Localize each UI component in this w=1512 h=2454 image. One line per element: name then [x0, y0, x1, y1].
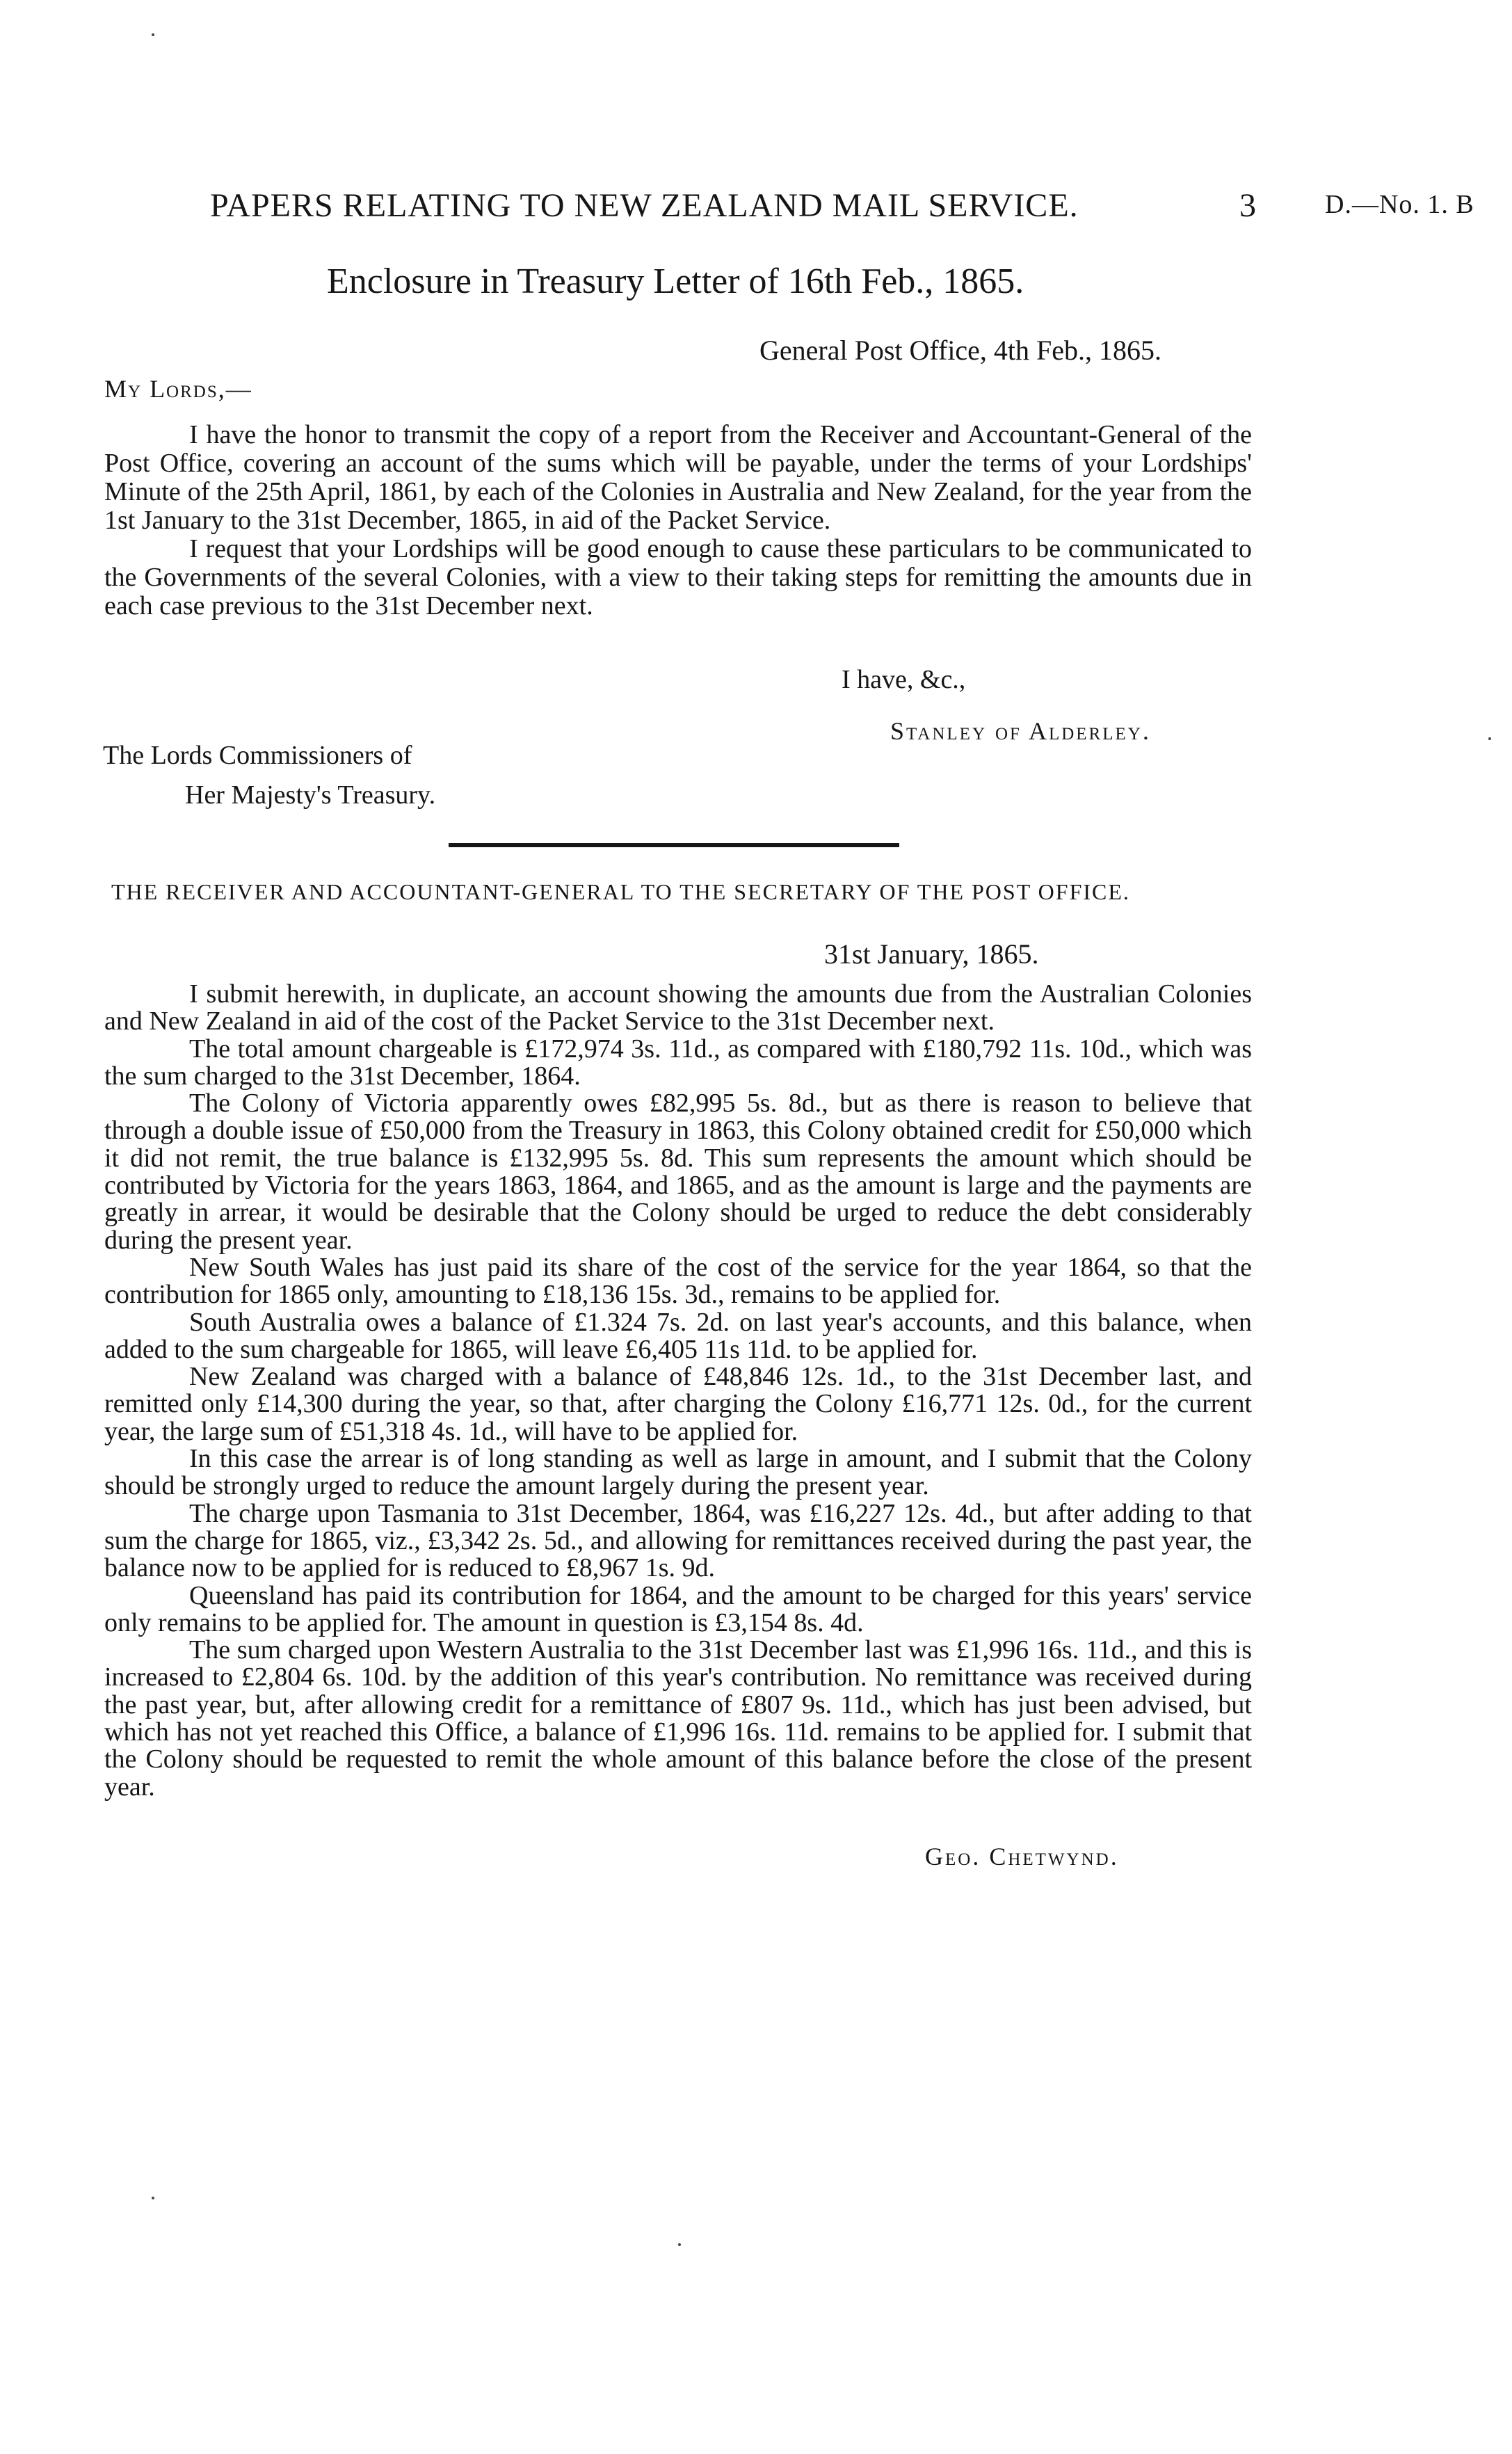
- paper-speck: [152, 33, 154, 36]
- addressee-block: [103, 736, 435, 815]
- paper-speck: [1488, 737, 1491, 740]
- addressee-line: The Lords Commissioners of: [103, 741, 412, 770]
- signature-stanley: Stanley of Alderley.: [890, 717, 1151, 745]
- report-body: [104, 981, 1252, 1801]
- enclosure-dateline: General Post Office, 4th Feb., 1865.: [759, 335, 1162, 366]
- closing-phrase: I have, &c.,: [842, 665, 966, 694]
- report-paragraph: The charge upon Tasmania to 31st December, 1864, was £16,227 12s. 4d., but after adding to that sum the charge for 1865, viz., £3,342 2s. 5d., and allowing for remittances received during the past year, the balance now to be applied for is reduced to £8,967 1s. 9d.: [104, 1498, 1252, 1583]
- document-reference: D.—No. 1. B: [1325, 190, 1474, 219]
- report-paragraph: The total amount chargeable is £172,974 3s. 11d., as compared with £180,792 11s. 10d., which was the sum charged to the 31st December, 1864.: [104, 1034, 1252, 1091]
- report-paragraph: In this case the arrear is of long standing as well as large in amount, and I submit that the Colony should be strongly urged to reduce the amount largely during the present year.: [104, 1444, 1252, 1501]
- report-paragraph: I submit herewith, in duplicate, an account showing the amounts due from the Australian Colonies and New Zealand in aid of the cost of the Packet Service to the 31st December next.: [104, 979, 1252, 1036]
- addressee-line: Her Majesty's Treasury.: [185, 780, 436, 810]
- paper-speck: [678, 2243, 681, 2246]
- enclosure-paragraph: I request that your Lordships will be good enough to cause these particulars to be communicated to the Governments of the several Colonies, with a view to their taking steps for remitting the amounts due in each case previous to the 31st December next.: [104, 534, 1252, 620]
- report-paragraph: Queensland has paid its contribution for 1864, and the amount to be charged for this years' service only remains to be applied for. The amount in question is £3,154 8s. 4d.: [104, 1580, 1252, 1637]
- enclosure-paragraph: I have the honor to transmit the copy of a report from the Receiver and Accountant-General of the Post Office, covering an account of the sums which will be payable, under the terms of your Lordships' Minute of the 25th April, 1861, by each of the Colonies in Australia and New Zealand, for the year from the 1st January to the 31st December, 1865, in aid of the Packet Service.: [104, 420, 1252, 535]
- report-paragraph: South Australia owes a balance of £1.324 7s. 2d. on last year's accounts, and this balance, when added to the sum chargeable for 1865, will leave £6,405 11s 11d. to be applied for.: [104, 1307, 1252, 1364]
- report-paragraph: New South Wales has just paid its share of the cost of the service for the year 1864, so that the contribution for 1865 only, amounting to £18,136 15s. 3d., remains to be applied for.: [104, 1252, 1252, 1310]
- report-paragraph: The sum charged upon Western Australia to the 31st December last was £1,996 16s. 11d., and this is increased to £2,804 6s. 10d. by the addition of this year's contribution. No remittance was received during the past year, but, after allowing credit for a remittance of £807 9s. 11d., which has just been advised, but which has not yet reached this Office, a balance of £1,996 16s. 11d. remains to be applied for. I submit that the Colony should be requested to remit the whole amount of this balance before the close of the present year.: [104, 1635, 1252, 1802]
- report-dateline: 31st January, 1865.: [824, 938, 1039, 970]
- paper-speck: [152, 2197, 154, 2199]
- report-heading: THE RECEIVER AND ACCOUNTANT-GENERAL TO THE SECRETARY OF THE POST OFFICE.: [111, 879, 1130, 904]
- salutation: My Lords,—: [104, 375, 252, 403]
- running-header-title: PAPERS RELATING TO NEW ZEALAND MAIL SERVICE.: [210, 187, 1079, 224]
- enclosure-title: Enclosure in Treasury Letter of 16th Feb., 1865.: [327, 262, 1024, 301]
- report-paragraph: The Colony of Victoria apparently owes £82,995 5s. 8d., but as there is reason to believe that through a double issue of £50,000 from the Treasury in 1863, this Colony obtained credit for £50,000 which it did not remit, the true balance is £132,995 5s. 8d. This sum represents the amount which should be contributed by Victoria for the years 1863, 1864, and 1865, and as the amount is large and the payments are greatly in arrear, it would be desirable that the Colony should be urged to reduce the debt considerably during the present year.: [104, 1089, 1252, 1255]
- page-number: 3: [1239, 187, 1256, 224]
- signature-chetwynd: Geo. Chetwynd.: [925, 1843, 1119, 1870]
- section-divider: [449, 843, 899, 847]
- report-paragraph: New Zealand was charged with a balance of £48,846 12s. 1d., to the 31st December last, and remitted only £14,300 during the year, so that, after charging the Colony £16,771 12s. 0d., for the current year, the large sum of £51,318 4s. 1d., will have to be applied for.: [104, 1362, 1252, 1446]
- enclosure-body: [104, 421, 1252, 620]
